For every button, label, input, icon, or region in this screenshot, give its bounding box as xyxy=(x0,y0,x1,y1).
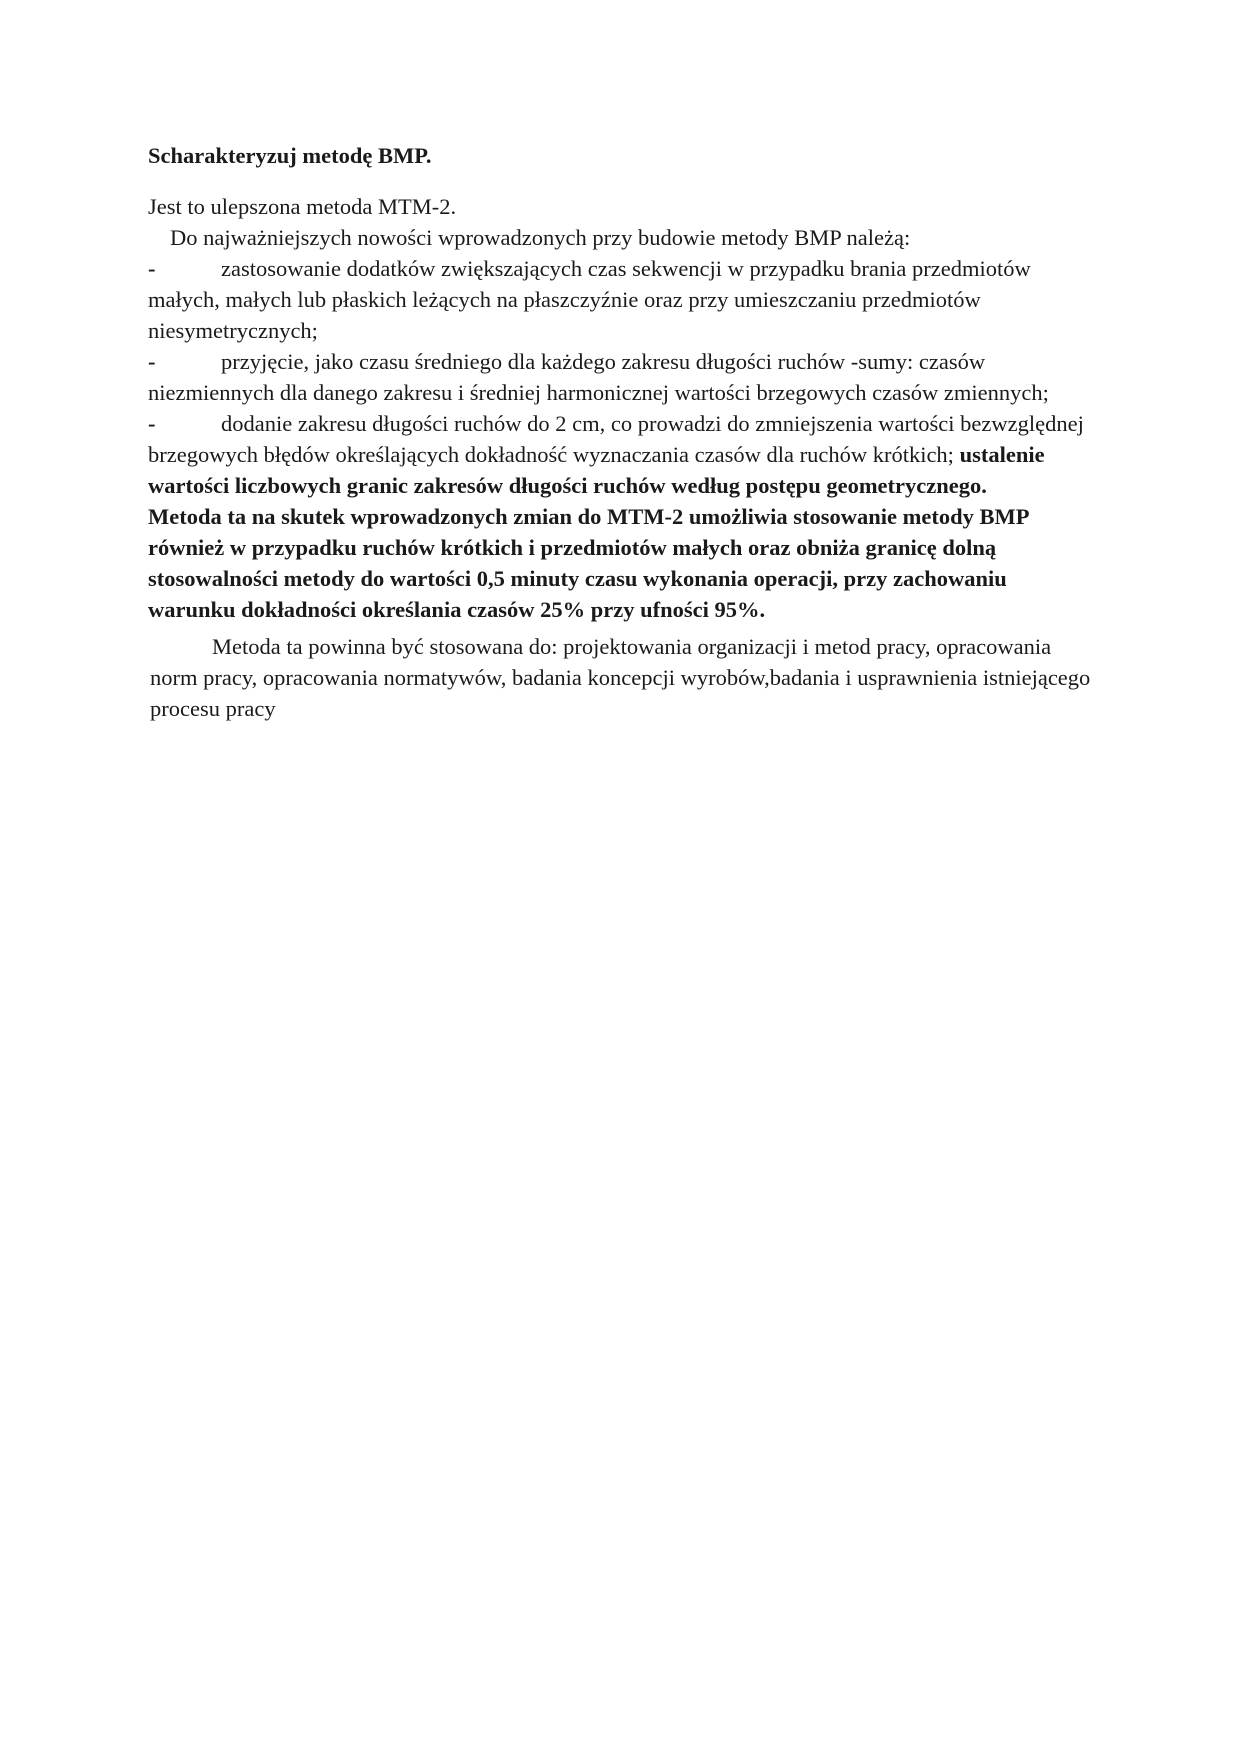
bullet-text-1: zastosowanie dodatków zwiększających czas sekwencji w przypadku brania przedmiotów małych, małych lub płaskich leżących na płaszczyźnie oraz przy umieszczaniu przedmiotów niesymetrycznych; xyxy=(148,256,1031,343)
bullet-item-1 xyxy=(148,253,1098,346)
closing-paragraph: Metoda ta powinna być stosowana do: projektowania organizacji i metod pracy, opracowania norm pracy, opracowania normatywów, badania koncepcji wyrobów,badania i usprawnienia istniejącego procesu pracy xyxy=(150,634,1091,721)
bullet-text-3-bold: ustalenie wartości liczbowych granic zakresów długości ruchów według postępu geometrycznego. xyxy=(148,442,1045,498)
lead-line: Do najważniejszych nowości wprowadzonych przy budowie metody BMP należą: xyxy=(170,225,911,250)
bold-paragraph: Metoda ta na skutek wprowadzonych zmian do MTM-2 umożliwia stosowanie metody BMP również w przypadku ruchów krótkich i przedmiotów małych oraz obniża granicę dolną stosowalności metody do wartości 0,5 minuty czasu wykonania operacji, przy zachowaniu warunku dokładności określania czasów 25% przy ufności 95%. xyxy=(148,504,1029,622)
bullet-marker: - xyxy=(148,349,156,374)
bullet-item-3 xyxy=(148,408,1098,501)
document-title: Scharakteryzuj metodę BMP. xyxy=(148,143,432,168)
bullet-item-2 xyxy=(148,346,1098,408)
bullet-text-2: przyjęcie, jako czasu średniego dla każdego zakresu długości ruchów -sumy: czasów niezmiennych dla danego zakresu i średniej harmonicznej wartości brzegowych czasów zmiennych; xyxy=(148,349,1049,405)
bullet-marker: - xyxy=(148,411,156,436)
bullet-text-3: dodanie zakresu długości ruchów do 2 cm, co prowadzi do zmniejszenia wartości bezwzględnej brzegowych błędów określających dokładność wyznaczania czasów dla ruchów krótkich; xyxy=(148,411,1084,467)
bullet-marker: - xyxy=(148,256,156,281)
intro-line: Jest to ulepszona metoda MTM-2. xyxy=(148,194,457,219)
document-page xyxy=(148,140,1098,724)
